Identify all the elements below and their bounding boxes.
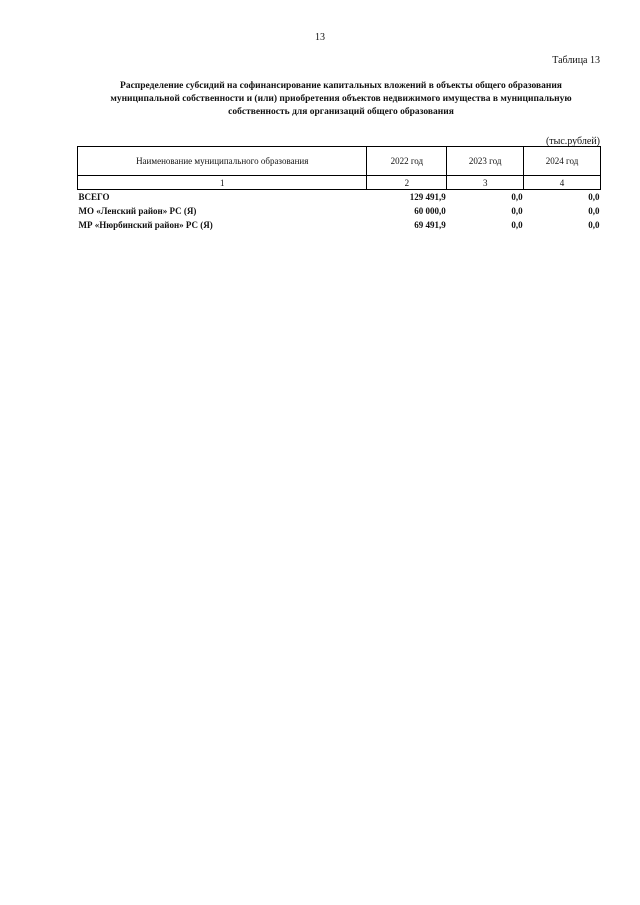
title-line-2: муниципальной собственности и (или) приобретения объектов недвижимого имущества в муниципальную <box>110 94 572 104</box>
index-row <box>78 176 601 190</box>
page-number: 13 <box>315 32 325 43</box>
row-name: ВСЕГО <box>78 192 110 202</box>
row-value-2024: 0,0 <box>588 220 600 230</box>
header-2024: 2024 год <box>524 147 601 176</box>
table-label: Таблица 13 <box>552 55 600 66</box>
index-2: 2 <box>367 176 447 190</box>
table-row <box>78 190 601 205</box>
row-name: МР «Нюрбинский район» РС (Я) <box>78 220 213 230</box>
row-value-2024: 0,0 <box>588 206 600 216</box>
units-label: (тыс.рублей) <box>545 136 600 147</box>
subsidy-table <box>77 146 601 232</box>
table-row <box>78 218 601 232</box>
row-value-2023: 0,0 <box>511 206 523 216</box>
table-row <box>78 204 601 218</box>
header-row <box>78 147 601 176</box>
title-line-1: Распределение субсидий на софинансирование капитальных вложений в объекты общего образования <box>120 81 562 91</box>
row-value-2023: 0,0 <box>511 220 523 230</box>
title-line-3: собственность для организаций общего образования <box>228 107 454 117</box>
row-value-2022: 129 491,9 <box>409 192 446 202</box>
header-2023: 2023 год <box>447 147 524 176</box>
index-4: 4 <box>524 176 601 190</box>
header-2022: 2022 год <box>367 147 447 176</box>
index-1: 1 <box>78 176 367 190</box>
header-name: Наименование муниципального образования <box>78 147 367 176</box>
row-name: МО «Ленский район» РС (Я) <box>78 206 197 216</box>
document-title <box>78 80 604 119</box>
row-value-2022: 60 000,0 <box>414 206 446 216</box>
row-value-2022: 69 491,9 <box>414 220 446 230</box>
row-value-2023: 0,0 <box>511 192 523 202</box>
row-value-2024: 0,0 <box>588 192 600 202</box>
index-3: 3 <box>447 176 524 190</box>
